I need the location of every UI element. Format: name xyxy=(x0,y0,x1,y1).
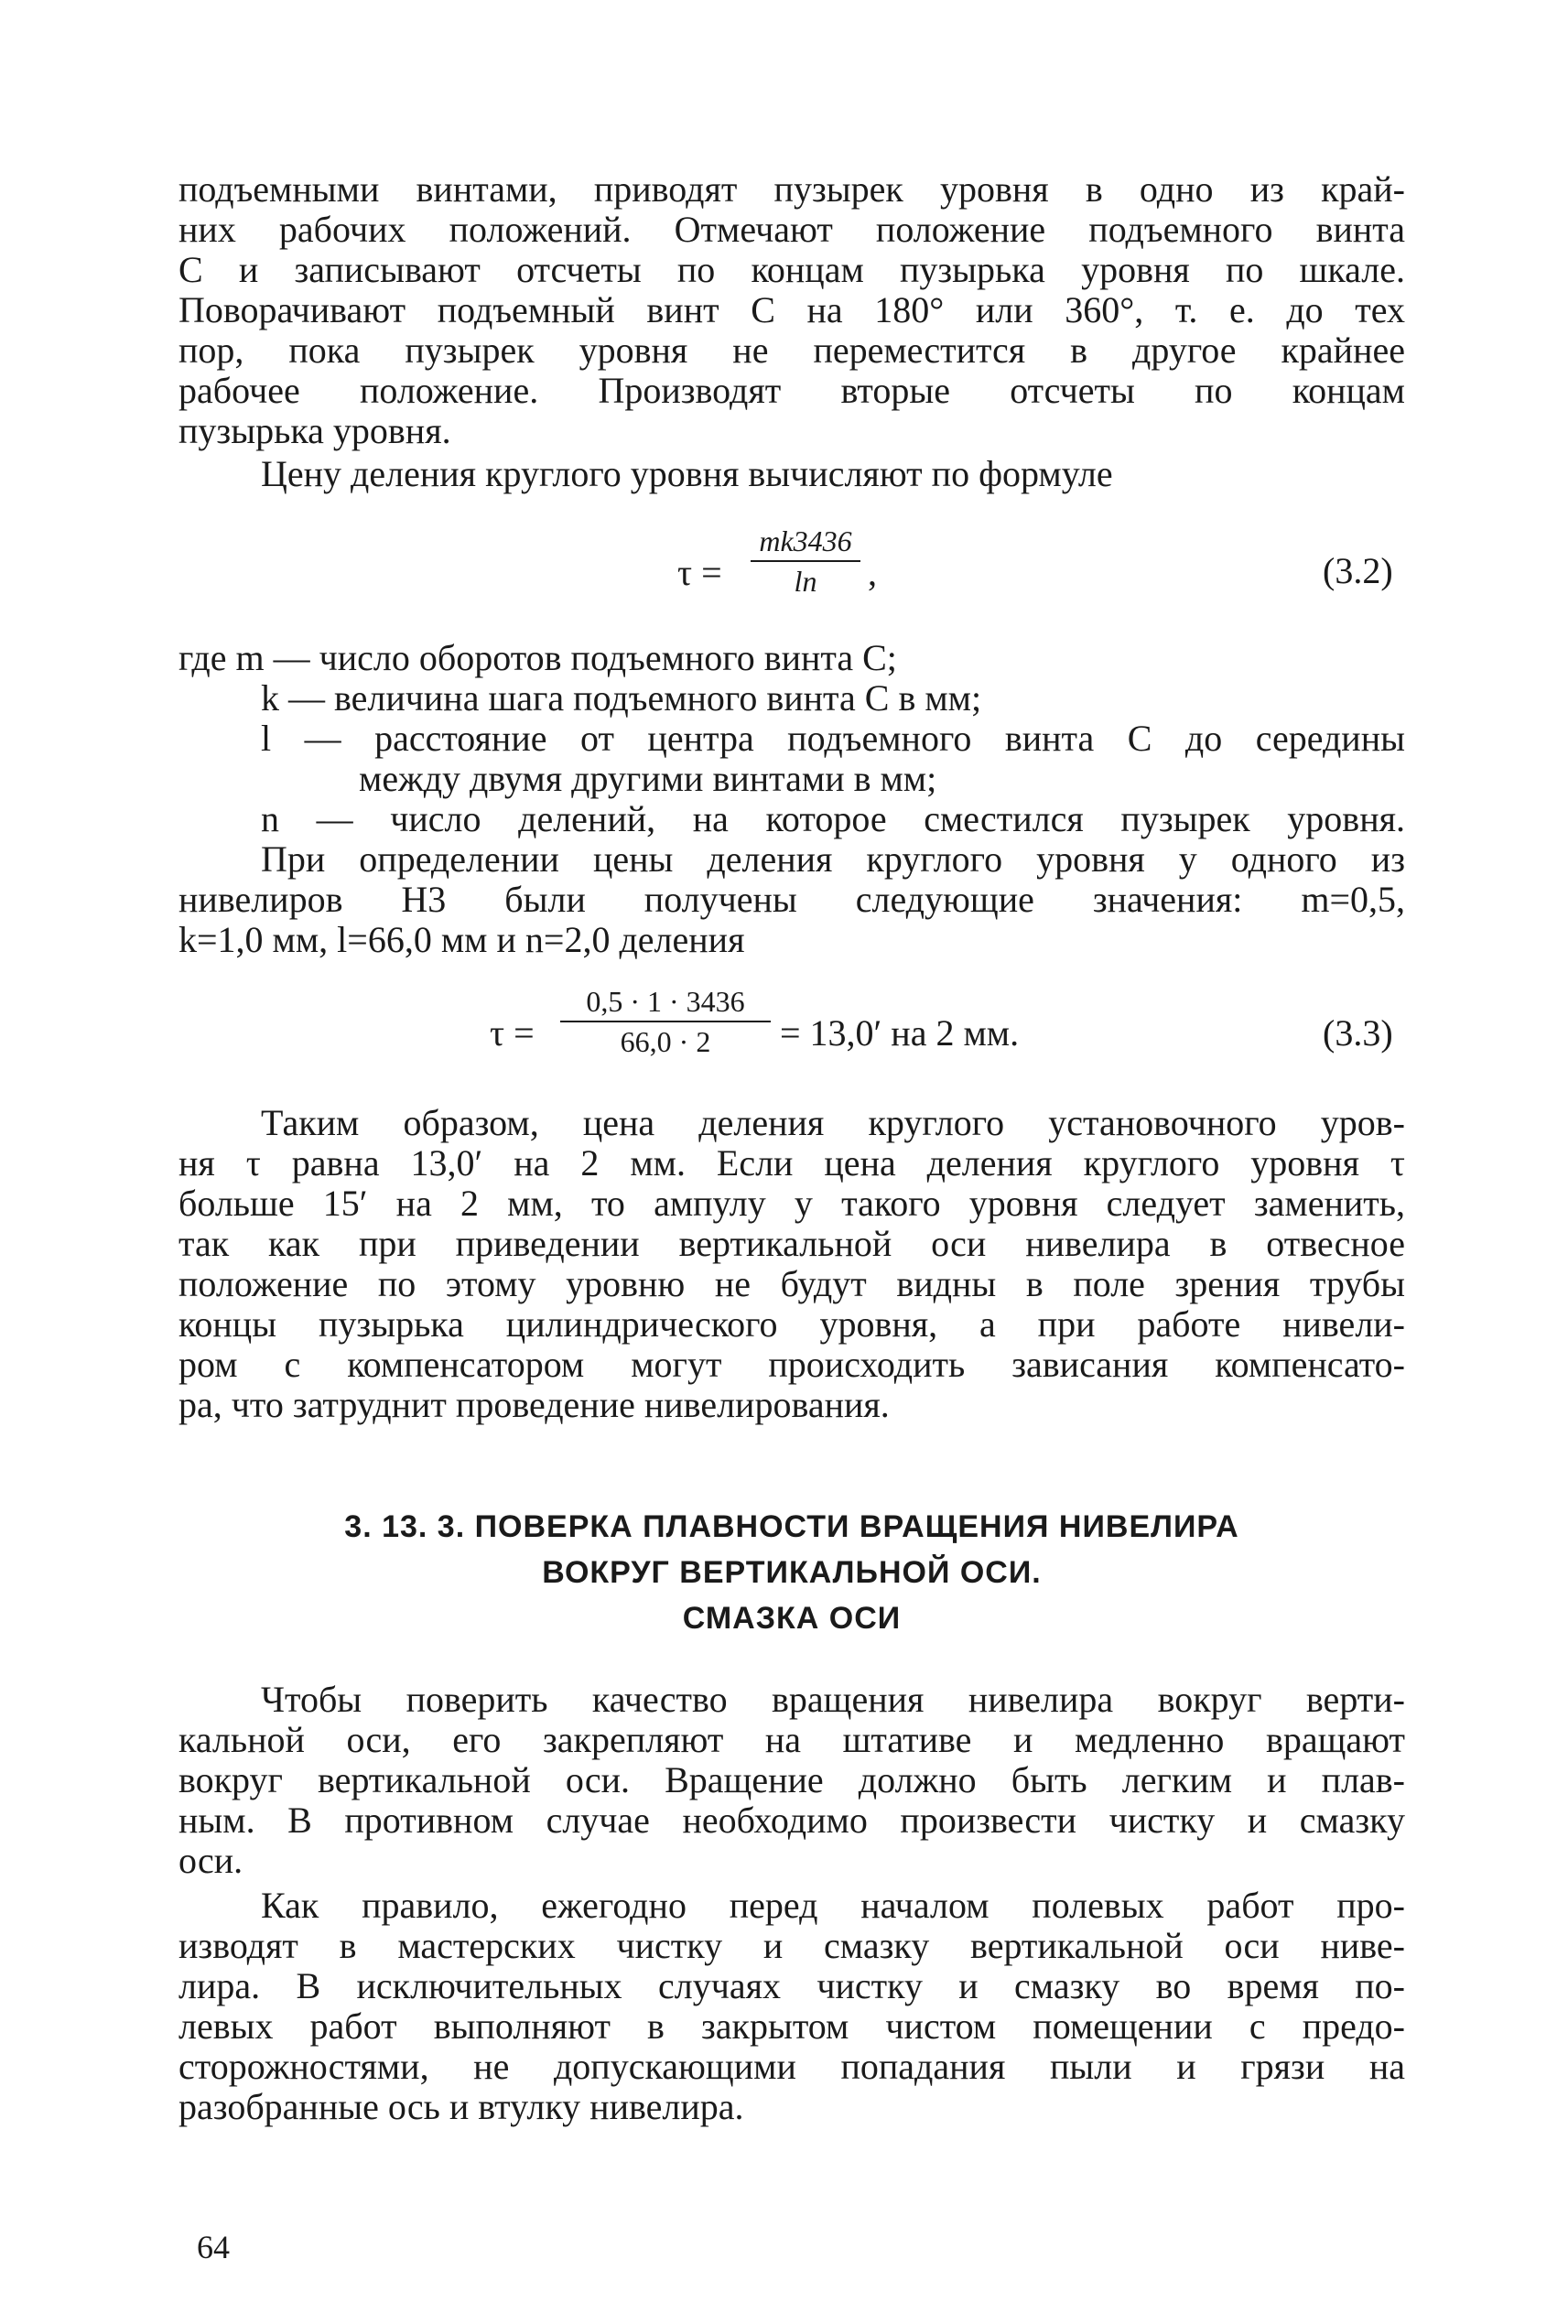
formula-fraction xyxy=(751,524,860,599)
text-line: положение по этому уровню не будут видны в поле зрения трубы xyxy=(178,1263,1405,1304)
text-line: лира. В исключительных случаях чистку и смазку во время по- xyxy=(178,1965,1405,2006)
formula-denominator: 66,0 · 2 xyxy=(620,1025,711,1058)
formula-numerator: mk3436 xyxy=(759,524,852,557)
text-line: сторожностями, не допускающими попадания пыли и грязи на xyxy=(178,2046,1405,2087)
section-heading: 3. 13. 3. ПОВЕРКА ПЛАВНОСТИ ВРАЩЕНИЯ НИВЕЛИРА xyxy=(344,1509,1239,1544)
formula-number: (3.2) xyxy=(1323,550,1393,591)
text-line: ром с компенсатором могут происходить зависания компенсато- xyxy=(178,1344,1405,1385)
text-line: концы пузырька цилиндрического уровня, а при работе нивели- xyxy=(178,1303,1405,1345)
definition-line: n — число делений, на которое сместился пузырек уровня. xyxy=(261,798,1405,839)
text-line: подъемными винтами, приводят пузырек уровня в одно из край- xyxy=(178,168,1405,210)
text-line: Таким образом, цена деления круглого установочного уров- xyxy=(261,1102,1405,1143)
text-line: пузырька уровня. xyxy=(178,410,451,451)
section-heading: ВОКРУГ ВЕРТИКАЛЬНОЙ ОСИ. xyxy=(542,1555,1042,1590)
definition-line: k — величина шага подъемного винта С в мм; xyxy=(261,677,982,719)
text-line: ня τ равна 13,0′ на 2 мм. Если цена деления круглого уровня τ xyxy=(178,1142,1405,1184)
definition-line: l — расстояние от центра подъемного винта С до середины xyxy=(261,718,1405,759)
text-line: При определении цены деления круглого уровня у одного из xyxy=(261,838,1405,880)
text-line: рабочее положение. Производят вторые отсчеты по концам xyxy=(178,370,1405,411)
text-line: кальной оси, его закрепляют на штативе и медленно вращают xyxy=(178,1719,1405,1760)
formula-numerator: 0,5 · 1 · 3436 xyxy=(586,985,745,1018)
text-line: оси. xyxy=(178,1840,243,1881)
text-line: С и записывают отсчеты по концам пузырька уровня по шкале. xyxy=(178,249,1405,290)
definition-line: между двумя другими винтами в мм; xyxy=(359,758,937,799)
text-line: Как правило, ежегодно перед началом полевых работ про- xyxy=(261,1885,1405,1926)
formula-fraction xyxy=(560,984,771,1059)
page-number: 64 xyxy=(197,2229,230,2265)
text-line: ра, что затруднит проведение нивелирования. xyxy=(178,1384,890,1425)
text-line: больше 15′ на 2 мм, то ампулу у такого уровня следует заменить, xyxy=(178,1183,1405,1224)
text-line: левых работ выполняют в закрытом чистом помещении с предо- xyxy=(178,2005,1405,2047)
text-line: ным. В противном случае необходимо произвести чистку и смазку xyxy=(178,1800,1405,1841)
section-heading: СМАЗКА ОСИ xyxy=(682,1601,902,1636)
text-line: Чтобы поверить качество вращения нивелира вокруг верти- xyxy=(261,1679,1405,1720)
text-line: пор, пока пузырек уровня не переместится в другое крайнее xyxy=(178,330,1405,371)
formula-number: (3.3) xyxy=(1323,1012,1393,1054)
formula-tail: , xyxy=(868,552,877,593)
text-line: вокруг вертикальной оси. Вращение должно быть легким и плав- xyxy=(178,1759,1405,1800)
text-line: разобранные ось и втулку нивелира. xyxy=(178,2086,744,2127)
fraction-bar xyxy=(560,1021,771,1022)
fraction-bar xyxy=(751,560,860,562)
text-line: так как при приведении вертикальной оси нивелира в отвесное xyxy=(178,1223,1405,1264)
text-line: k=1,0 мм, l=66,0 мм и n=2,0 деления xyxy=(178,919,745,960)
text-line: Поворачивают подъемный винт С на 180° или 360°, т. е. до тех xyxy=(178,289,1405,330)
text-line: изводят в мастерских чистку и смазку вертикальной оси ниве- xyxy=(178,1925,1405,1966)
formula-lhs: τ = xyxy=(677,552,722,593)
formula-rhs: = 13,0′ на 2 мм. xyxy=(780,1012,1020,1054)
text-line: Цену деления круглого уровня вычисляют по формуле xyxy=(261,453,1113,494)
formula-lhs: τ = xyxy=(490,1012,535,1054)
text-line: них рабочих положений. Отмечают положение подъемного винта xyxy=(178,209,1405,250)
text-line: нивелиров Н3 были получены следующие значения: m=0,5, xyxy=(178,879,1405,920)
definition-line: где m — число оборотов подъемного винта С; xyxy=(178,637,897,678)
formula-denominator: ln xyxy=(794,565,817,598)
